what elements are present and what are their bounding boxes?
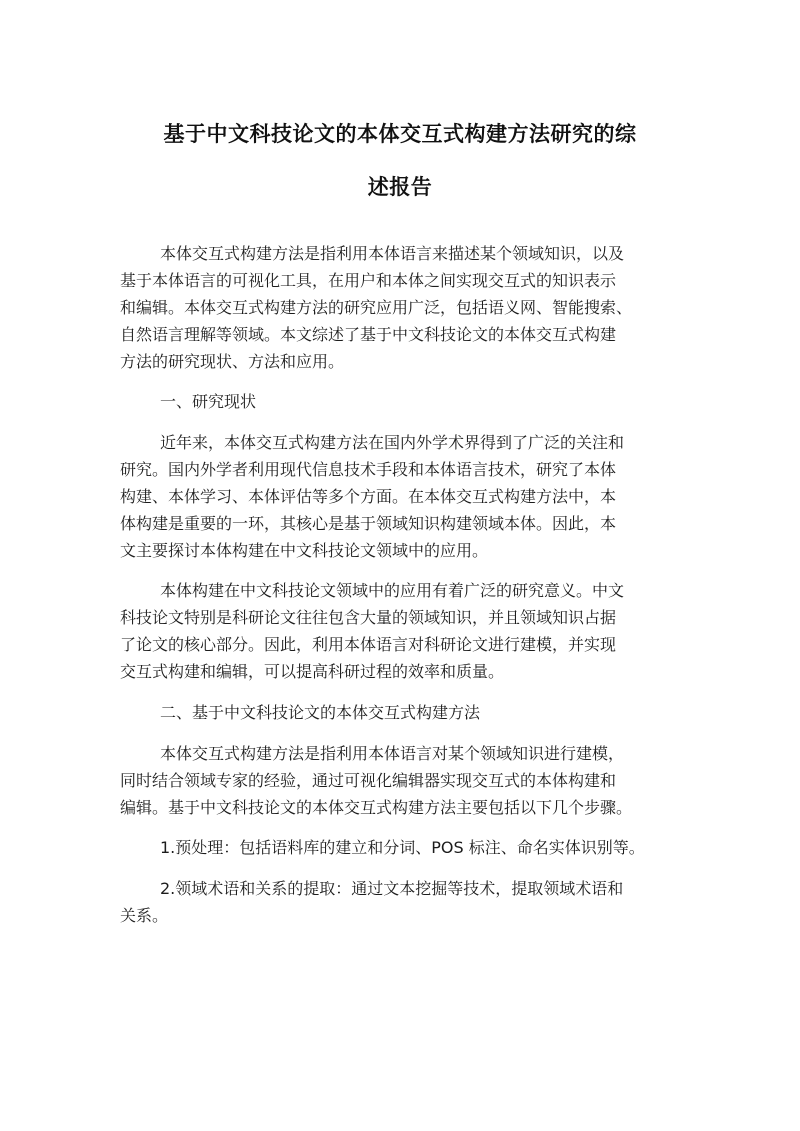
list-item: 2.领域术语和关系的提取：通过文本挖掘等技术，提取领域术语和 [160,879,624,898]
body-text-line: 和编辑。本体交互式构建方法的研究应用广泛，包括语义网、智能搜索、 [120,298,633,317]
body-text-line: 体构建是重要的一环，其核心是基于领域知识构建领域本体。因此，本 [120,514,617,533]
body-text-line: 方法的研究现状、方法和应用。 [120,352,345,371]
body-text-line: 构建、本体学习、本体评估等多个方面。在本体交互式构建方法中，本 [120,487,617,506]
section-heading: 二、基于中文科技论文的本体交互式构建方法 [160,703,481,722]
body-text-line: 研究。国内外学者利用现代信息技术手段和本体语言技术，研究了本体 [120,460,617,479]
body-text-line: 本体交互式构建方法是指利用本体语言对某个领域知识进行建模， [160,744,625,763]
section-heading: 一、研究现状 [160,392,257,411]
body-text-line: 科技论文特别是科研论文往往包含大量的领域知识，并且领域知识占据 [120,608,617,627]
body-text-line: 交互式构建和编辑，可以提高科研过程的效率和质量。 [120,662,505,681]
list-item: 1.预处理：包括语料库的建立和分词、POS 标注、命名实体识别等。 [160,838,645,857]
list-item-continuation: 关系。 [120,906,169,925]
body-text-line: 基于本体语言的可视化工具，在用户和本体之间实现交互式的知识表示 [120,271,617,290]
body-text-line: 了论文的核心部分。因此，利用本体语言对科研论文进行建模，并实现 [120,635,617,654]
body-text-line: 自然语言理解等领域。本文综述了基于中文科技论文的本体交互式构建 [120,325,617,344]
document-title-line-2: 述报告 [367,175,433,199]
document-title-line-1: 基于中文科技论文的本体交互式构建方法研究的综 [163,122,637,146]
body-text-line: 编辑。基于中文科技论文的本体交互式构建方法主要包括以下几个步骤。 [120,798,633,817]
body-text-line: 本体构建在中文科技论文领域中的应用有着广泛的研究意义。中文 [160,581,625,600]
body-text-line: 同时结合领域专家的经验，通过可视化编辑器实现交互式的本体构建和 [120,771,617,790]
body-text-line: 近年来，本体交互式构建方法在国内外学术界得到了广泛的关注和 [160,433,625,452]
body-text-line: 本体交互式构建方法是指利用本体语言来描述某个领域知识，以及 [160,244,625,263]
body-text-line: 文主要探讨本体构建在中文科技论文领域中的应用。 [120,541,489,560]
